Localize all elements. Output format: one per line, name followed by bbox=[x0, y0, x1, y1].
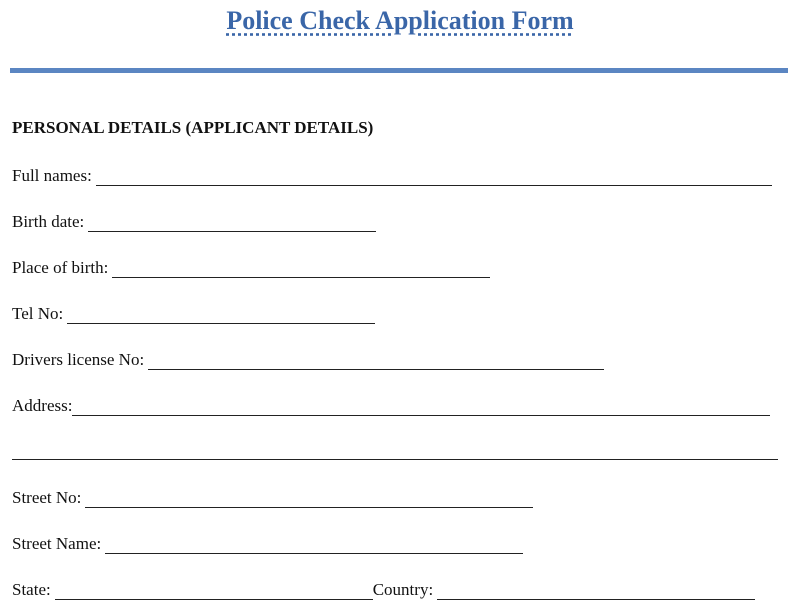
street-no-field[interactable] bbox=[85, 489, 533, 508]
tel-no-field[interactable] bbox=[67, 305, 375, 324]
state-country-row bbox=[12, 576, 755, 600]
country-label: Country: bbox=[372, 580, 434, 599]
drivers-license-row bbox=[12, 346, 604, 370]
state-field[interactable] bbox=[55, 581, 373, 600]
birth-date-field[interactable] bbox=[88, 213, 376, 232]
address-line-2-field[interactable] bbox=[12, 458, 778, 460]
full-names-field[interactable] bbox=[96, 167, 772, 186]
header-divider bbox=[10, 68, 788, 73]
street-name-row bbox=[12, 530, 523, 554]
street-name-label: Street Name: bbox=[12, 534, 102, 553]
drivers-license-field[interactable] bbox=[148, 351, 604, 370]
country-field[interactable] bbox=[437, 581, 755, 600]
street-no-label: Street No: bbox=[12, 488, 82, 507]
address-label: Address: bbox=[12, 396, 73, 415]
section-heading: PERSONAL DETAILS (APPLICANT DETAILS) bbox=[12, 118, 374, 137]
street-name-field[interactable] bbox=[105, 535, 523, 554]
state-label: State: bbox=[12, 580, 51, 599]
place-of-birth-label: Place of birth: bbox=[12, 258, 109, 277]
tel-no-label: Tel No: bbox=[12, 304, 64, 323]
full-names-label: Full names: bbox=[12, 166, 92, 185]
address-field[interactable] bbox=[72, 397, 770, 416]
address-row bbox=[12, 392, 770, 416]
full-names-row bbox=[12, 162, 772, 186]
street-no-row bbox=[12, 484, 533, 508]
tel-no-row bbox=[12, 300, 375, 324]
place-of-birth-field[interactable] bbox=[112, 259, 490, 278]
form-title: Police Check Application Form bbox=[226, 6, 574, 35]
place-of-birth-row bbox=[12, 254, 490, 278]
birth-date-label: Birth date: bbox=[12, 212, 85, 231]
birth-date-row bbox=[12, 208, 376, 232]
drivers-license-label: Drivers license No: bbox=[12, 350, 145, 369]
